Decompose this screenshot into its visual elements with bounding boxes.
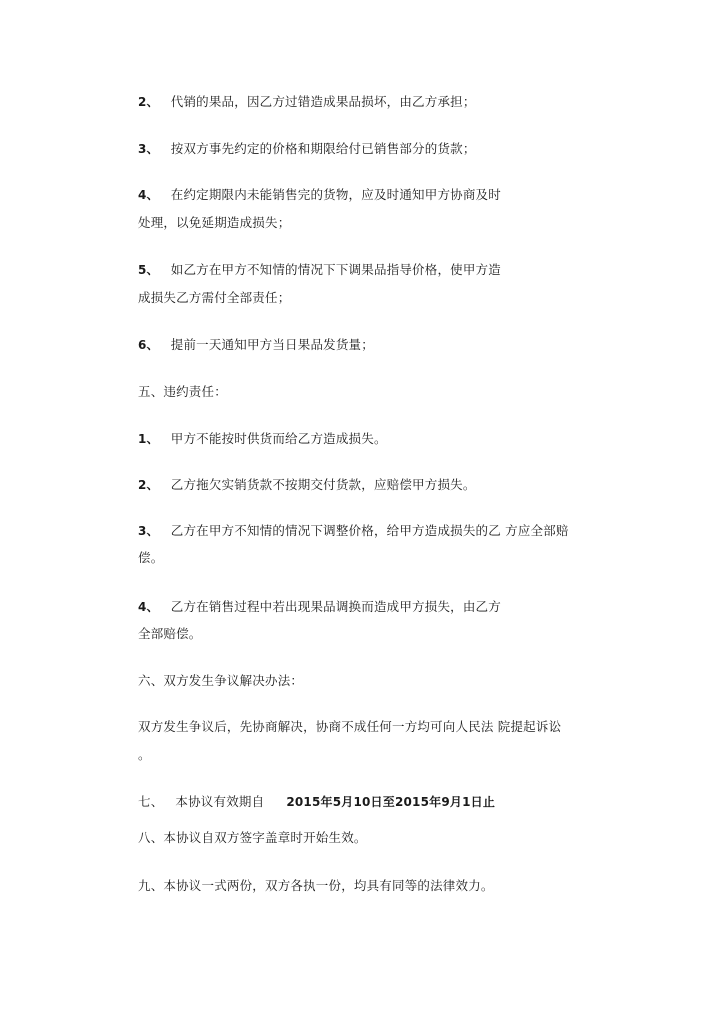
clause-5 bbox=[138, 262, 501, 278]
clause-number: 4、 bbox=[138, 600, 159, 614]
validity-period: 2015年5月10日至2015年9月1日止 bbox=[286, 795, 496, 809]
clause-4-continuation: 处理，以免延期造成损失； bbox=[138, 215, 291, 230]
clause-text: 乙方在甲方不知情的情况下调整价格，给甲方造成损失的乙 方应全部赔 bbox=[170, 523, 569, 538]
clause-number: 3、 bbox=[138, 142, 159, 156]
liability-3-continuation: 偿。 bbox=[138, 550, 164, 565]
section-7-text: 本协议有效期自 bbox=[175, 794, 265, 809]
section-5-title: 五、违约责任： bbox=[138, 384, 227, 399]
clause-3 bbox=[138, 141, 476, 157]
clause-text: 乙方在销售过程中若出现果品调换而造成甲方损失，由乙方 bbox=[170, 599, 501, 614]
clause-text: 乙方拖欠实销货款不按期交付货款，应赔偿甲方损失。 bbox=[170, 477, 476, 492]
clause-text: 甲方不能按时供货而给乙方造成损失。 bbox=[170, 431, 387, 446]
liability-2 bbox=[138, 477, 476, 493]
clause-number: 3、 bbox=[138, 524, 159, 538]
clause-5-continuation: 成损失乙方需付全部责任； bbox=[138, 290, 291, 305]
liability-4 bbox=[138, 599, 501, 615]
clause-text: 如乙方在甲方不知情的情况下下调果品指导价格，使甲方造 bbox=[170, 262, 501, 277]
clause-4 bbox=[138, 187, 501, 203]
clause-text: 代销的果品，因乙方过错造成果品损坏，由乙方承担； bbox=[170, 94, 476, 109]
clause-text: 在约定期限内未能销售完的货物，应及时通知甲方协商及时 bbox=[170, 187, 501, 202]
clause-number: 6、 bbox=[138, 338, 159, 352]
clause-number: 2、 bbox=[138, 478, 159, 492]
liability-4-continuation: 全部赔偿。 bbox=[138, 626, 202, 641]
clause-number: 5、 bbox=[138, 263, 159, 277]
section-6-text: 双方发生争议后，先协商解决，协商不成任何一方均可向人民法 院提起诉讼 bbox=[138, 719, 562, 734]
clause-text: 提前一天通知甲方当日果品发货量； bbox=[170, 337, 374, 352]
section-6-title: 六、双方发生争议解决办法： bbox=[138, 673, 304, 688]
clause-number: 1、 bbox=[138, 432, 159, 446]
section-7-label: 七、 bbox=[138, 794, 164, 809]
liability-3 bbox=[138, 523, 569, 539]
section-7 bbox=[138, 794, 495, 810]
clause-number: 2、 bbox=[138, 95, 159, 109]
clause-2 bbox=[138, 94, 476, 110]
clause-text: 按双方事先约定的价格和期限给付已销售部分的货款； bbox=[170, 141, 476, 156]
section-6-continuation: 。 bbox=[138, 747, 151, 762]
clause-6 bbox=[138, 337, 374, 353]
section-9: 九、本协议一式两份，双方各执一份，均具有同等的法律效力。 bbox=[138, 878, 494, 893]
section-8: 八、本协议自双方签字盖章时开始生效。 bbox=[138, 830, 367, 845]
clause-number: 4、 bbox=[138, 188, 159, 202]
liability-1 bbox=[138, 431, 387, 447]
